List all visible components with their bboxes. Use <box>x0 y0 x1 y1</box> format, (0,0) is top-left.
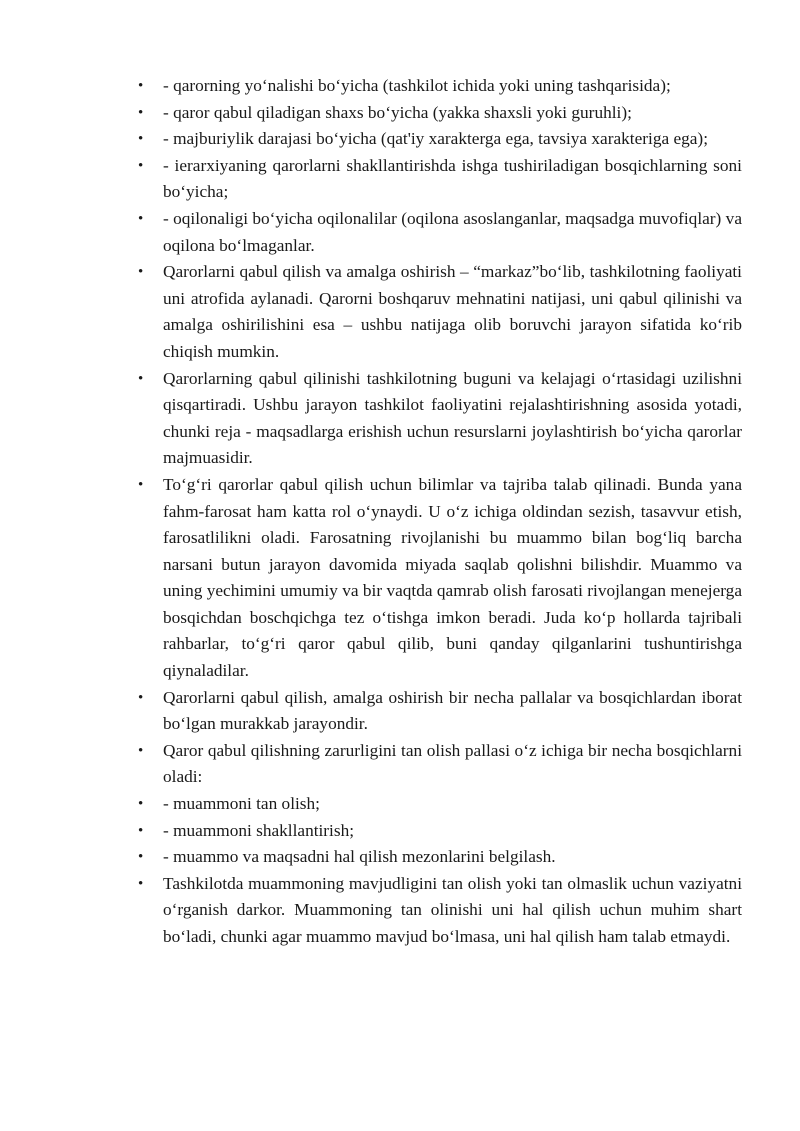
list-item <box>0 818 800 845</box>
bullet-list <box>0 73 800 951</box>
bullet-icon: • <box>138 689 144 706</box>
bullet-icon: • <box>138 131 144 148</box>
list-item <box>0 738 800 791</box>
list-item-text: To‘g‘ri qarorlar qabul qilish uchun bilimlar va tajriba talab qilinadi. Bunda yana fahm-farosat ham katta rol o‘ynaydi. U o‘z ichiga oldindan sezish, tasavvur etish, farosatlilikni oladi. Farosatning rivojlanishi bu muammo bilan bog‘liq barcha narsani butun jarayon davomida miyada saqlab qolishni bilishdir. Muammo va uning yechimini umumiy va bir vaqtda qamrab olish farosati rivojlangan menejerga bosqichdan boschqichga tez o‘tishga imkon beradi. Juda ko‘p hollarda tajribali rahbarlar, to‘g‘ri qaror qabul qilib, buni qanday qilganlarini tushuntirishga qiynaladilar. <box>163 474 742 681</box>
list-item-text: - qaror qabul qiladigan shaxs bo‘yicha (yakka shaxsli yoki guruhli); <box>163 102 632 122</box>
bullet-icon: • <box>138 78 144 94</box>
bullet-icon: • <box>138 476 144 493</box>
list-item-text: - muammoni shakllantirish; <box>163 820 355 840</box>
list-item-text: Qarorlarni qabul qilish, amalga oshirish bir necha pallalar va bosqichlardan iborat bo‘lgan murakkab jarayondir. <box>163 687 742 734</box>
list-item <box>0 153 800 206</box>
list-item <box>0 844 800 871</box>
bullet-icon: • <box>138 210 144 227</box>
list-item <box>0 126 800 153</box>
list-item <box>0 366 800 472</box>
list-item-text: Qaror qabul qilishning zarurligini tan olish pallasi o‘z ichiga bir necha bosqichlarni oladi: <box>163 740 742 787</box>
bullet-icon: • <box>138 875 144 892</box>
list-item <box>0 100 800 127</box>
bullet-icon: • <box>138 742 144 759</box>
list-item-text: - majburiylik darajasi bo‘yicha (qat'iy xarakterga ega, tavsiya xarakteriga ega); <box>163 129 708 149</box>
list-item-text: Tashkilotda muammoning mavjudligini tan olish yoki tan olmaslik uchun vaziyatni o‘rganish darkor. Muammoning tan olinishi uni hal qilish uchun muhim shart bo‘ladi, chunki agar muammo mavjud bo‘lmasa, uni hal qilish ham talab etmaydi. <box>163 873 742 946</box>
bullet-icon: • <box>138 822 144 839</box>
bullet-icon: • <box>138 157 144 174</box>
list-item-text: Qarorlarni qabul qilish va amalga oshirish – “markaz”bo‘lib, tashkilotning faoliyati uni atrofida aylanadi. Qarorni boshqaruv mehnatini natijasi, uni qabul qilinishi va amalga oshirilishini esa – ushbu natijaga olib boruvchi jarayon sifatida ko‘rib chiqish mumkin. <box>163 262 742 361</box>
list-item-text: - oqilonaligi bo‘yicha oqilonalilar (oqilona asoslanganlar, maqsadga muvofiqlar) va oqilona bo‘lmaganlar. <box>163 208 742 255</box>
list-item-text: - muammo va maqsadni hal qilish mezonlarini belgilash. <box>163 847 556 867</box>
list-item <box>0 791 800 818</box>
bullet-icon: • <box>138 104 144 121</box>
bullet-icon: • <box>138 264 144 281</box>
list-item-text: - muammoni tan olish; <box>163 794 320 814</box>
list-item-text: Qarorlarning qabul qilinishi tashkilotning buguni va kelajagi o‘rtasidagi uzilishni qisqartiradi. Ushbu jarayon tashkilot faoliyatini rejalashtirishning asosida yotadi, chunki reja - maqsadlarga erishish uchun resurslarni joylashtirish bo‘yicha qarorlar majmuasidir. <box>163 368 742 468</box>
list-item <box>0 685 800 738</box>
bullet-icon: • <box>138 796 144 813</box>
list-item <box>0 259 800 365</box>
list-item <box>0 206 800 259</box>
list-item-text: - qarorning yo‘nalishi bo‘yicha (tashkilot ichida yoki uning tashqarisida); <box>163 76 671 95</box>
bullet-icon: • <box>138 849 144 866</box>
list-item <box>0 871 800 951</box>
bullet-icon: • <box>138 370 144 387</box>
list-item-text: - ierarxiyaning qarorlarni shakllantirishda ishga tushiriladigan bosqichlarning soni bo‘yicha; <box>163 155 742 202</box>
list-item <box>0 472 800 685</box>
list-item <box>0 73 800 100</box>
